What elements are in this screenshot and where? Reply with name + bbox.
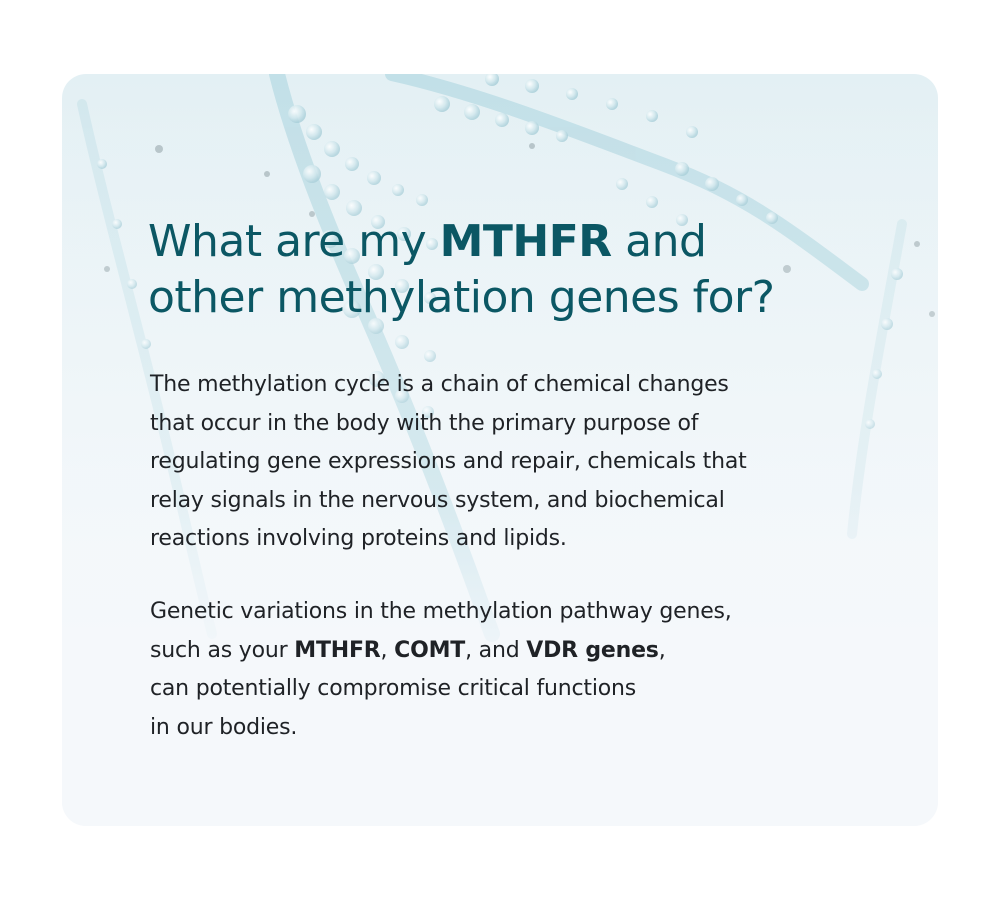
- paragraph-line: can potentially compromise critical functions: [150, 676, 637, 701]
- paragraph-line: The methylation cycle is a chain of chemical changes: [150, 372, 729, 397]
- paragraph-line: Genetic variations in the methylation pathway genes,: [150, 599, 732, 624]
- title-gene-highlight: MTHFR: [439, 216, 612, 267]
- paragraph-text: ,: [380, 637, 395, 663]
- title-text: and: [611, 216, 707, 267]
- gene-name-vdr: VDR genes: [526, 637, 659, 663]
- paragraph-text: ,: [658, 637, 666, 663]
- title-text: What are my: [148, 216, 440, 267]
- gene-name-comt: COMT: [394, 637, 466, 663]
- paragraph-text: , and: [465, 637, 527, 663]
- title-line-2: other methylation genes for?: [148, 272, 775, 323]
- paragraph-line: that occur in the body with the primary purpose of: [150, 410, 699, 436]
- page-title: [148, 214, 908, 326]
- info-card: [62, 74, 938, 826]
- paragraph-line: in our bodies.: [150, 714, 298, 740]
- paragraph-text: such as your: [150, 637, 295, 663]
- gene-name-mthfr: MTHFR: [294, 637, 381, 663]
- methylation-description-paragraph: [150, 366, 890, 559]
- genetic-variations-paragraph: [150, 593, 890, 747]
- paragraph-line: reactions involving proteins and lipids.: [150, 526, 567, 551]
- paragraph-line: relay signals in the nervous system, and biochemical: [150, 487, 725, 513]
- paragraph-line: regulating gene expressions and repair, chemicals that: [150, 449, 747, 474]
